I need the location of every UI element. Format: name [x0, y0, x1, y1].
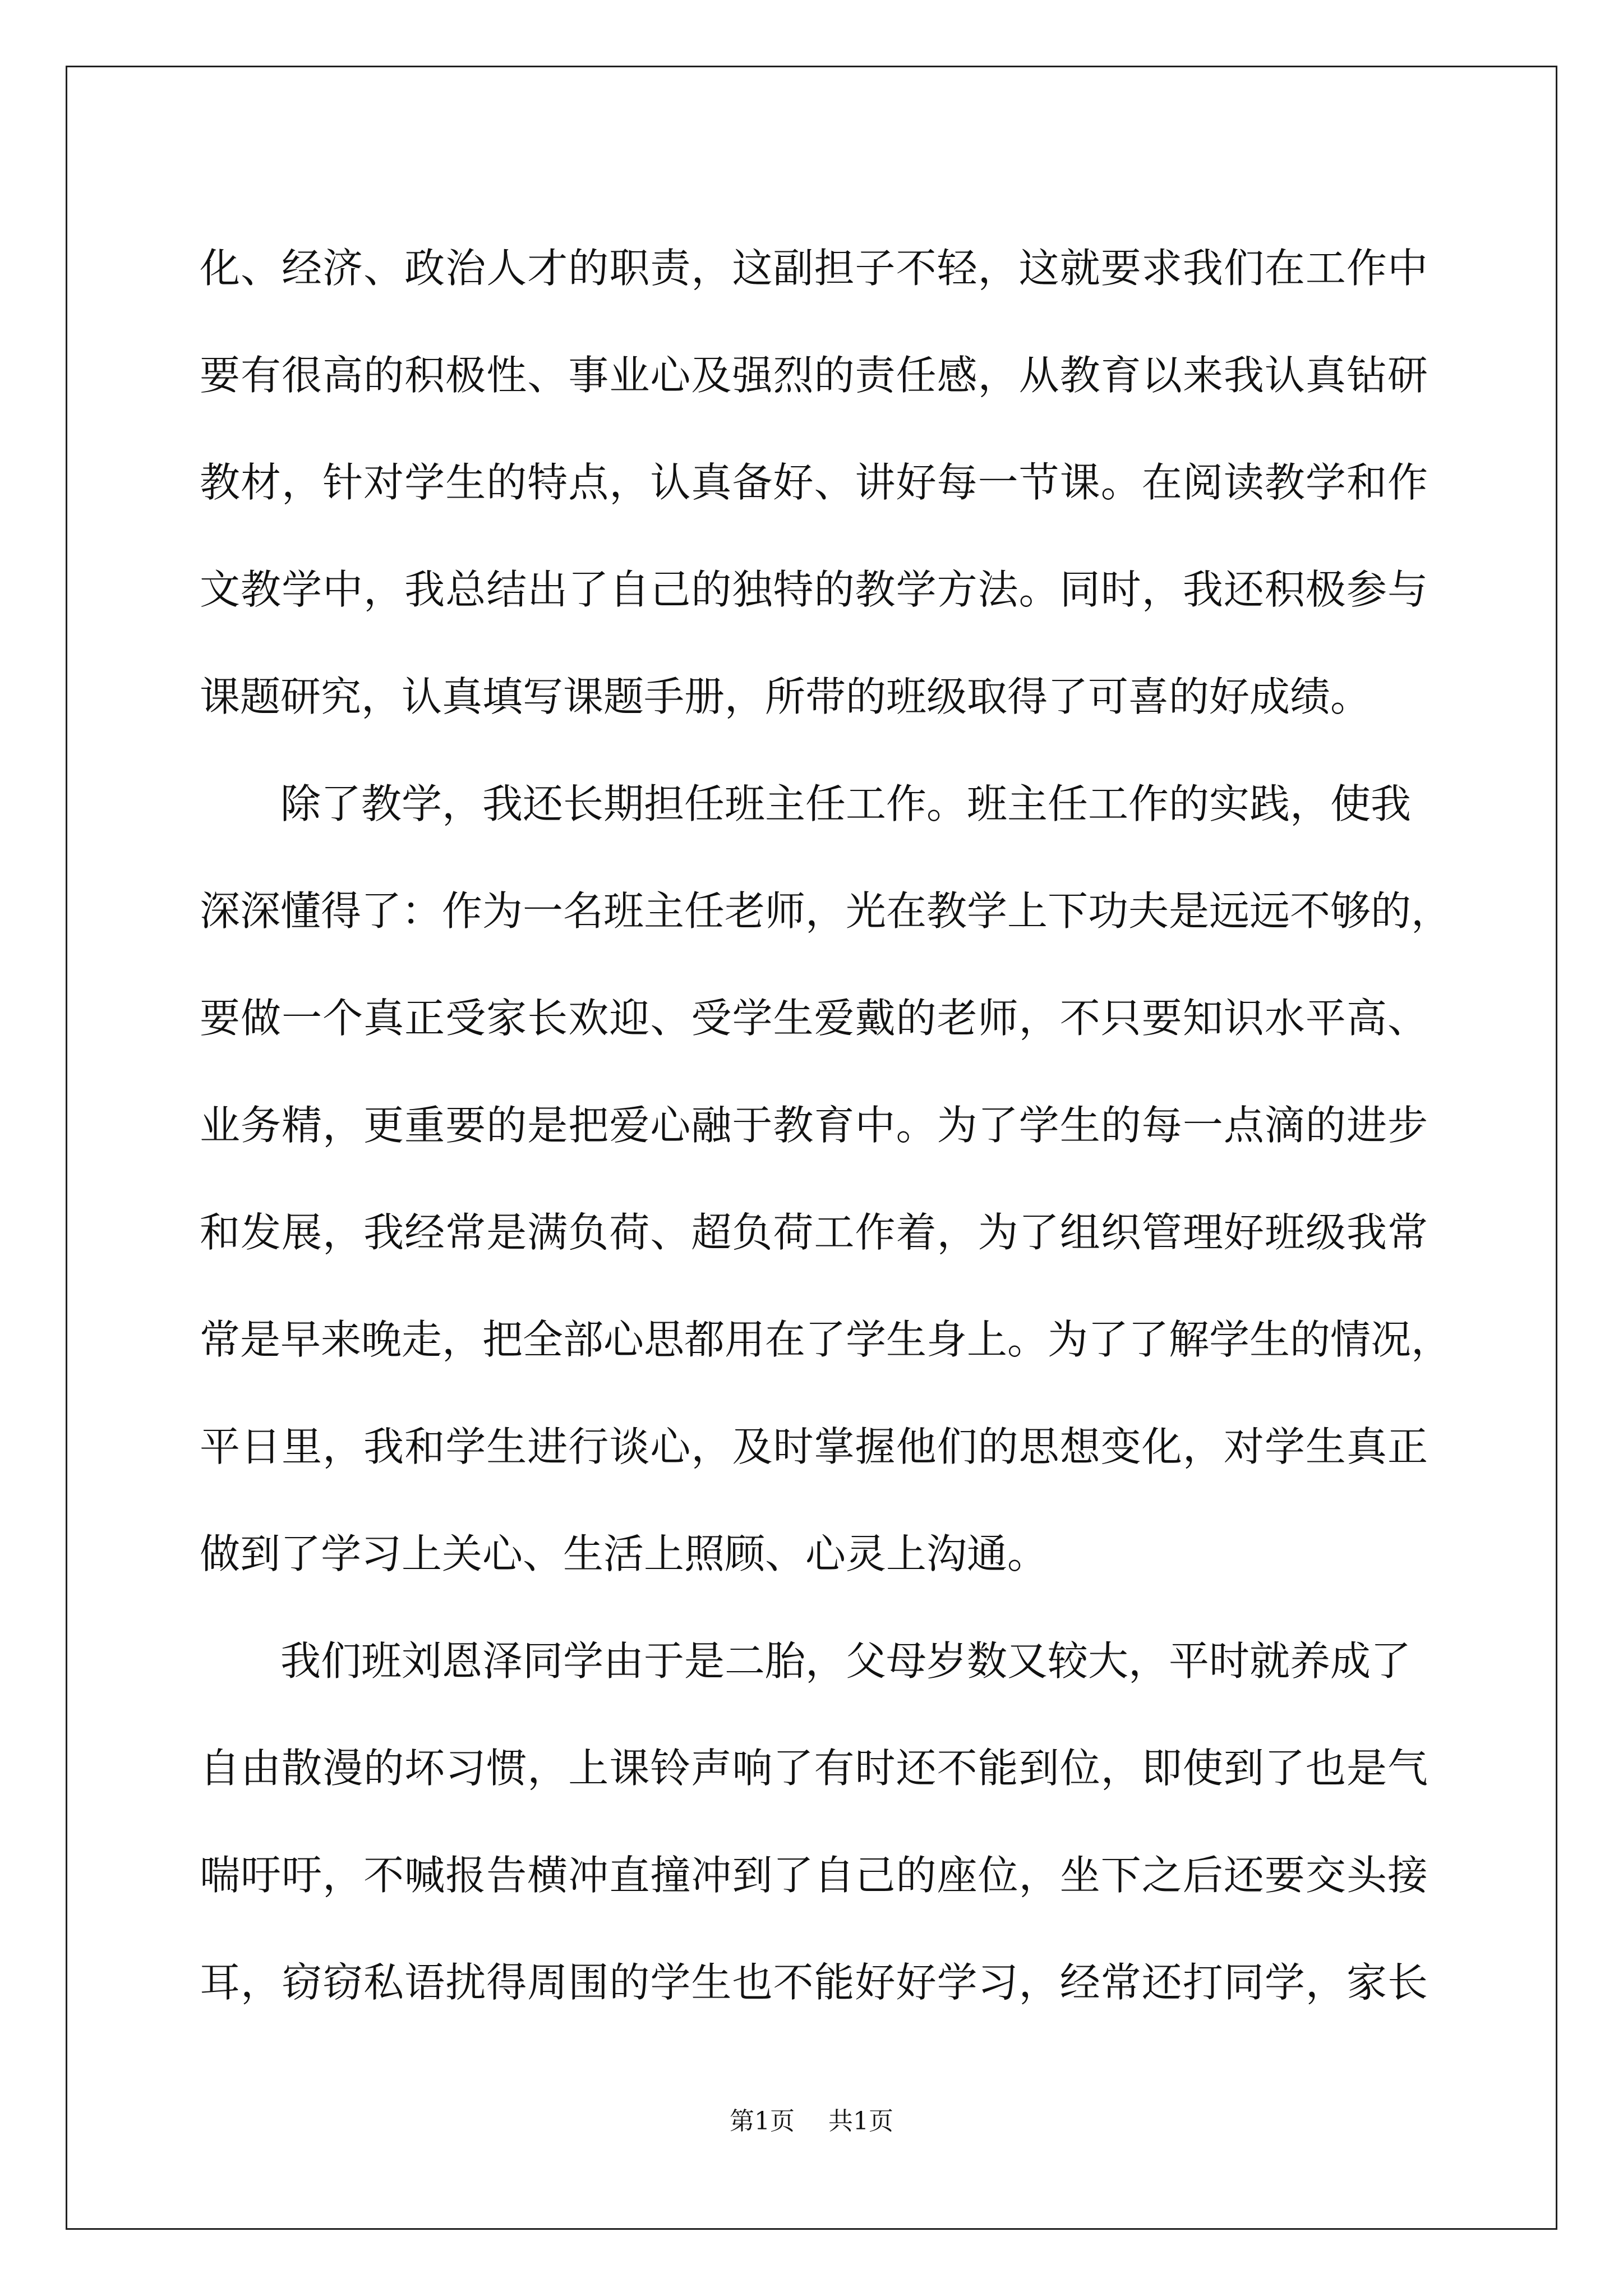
text-line: 深深懂得了：作为一名班主任老师，光在教学上下功夫是远远不够的，: [200, 887, 1452, 935]
text-line: 除了教学，我还长期担任班主任工作。班主任工作的实践，使我: [280, 780, 1412, 827]
text-line: 耳，窃窃私语扰得周围的学生也不能好好学习，经常还打同学，家长: [200, 1959, 1428, 2006]
text-line: 业务精，更重要的是把爱心融于教育中。为了学生的每一点滴的进步: [200, 1102, 1428, 1149]
text-line: 要有很高的积极性、事业心及强烈的责任感，从教育以来我认真钻研: [200, 352, 1428, 399]
page-number-current: 第1页: [730, 2107, 795, 2136]
document-body: [200, 215, 1452, 2036]
text-line: 和发展，我经常是满负荷、超负荷工作着，为了组织管理好班级我常: [200, 1209, 1428, 1256]
text-line: 我们班刘恩泽同学由于是二胎，父母岁数又较大，平时就养成了: [280, 1637, 1412, 1685]
text-line: 做到了学习上关心、生活上照顾、心灵上沟通。: [200, 1530, 1048, 1577]
text-line: 教材，针对学生的特点，认真备好、讲好每一节课。在阅读教学和作: [200, 459, 1428, 506]
page-number-total: 共1页: [828, 2107, 893, 2136]
page-footer: [0, 2105, 1623, 2138]
text-line: 自由散漫的坏习惯，上课铃声响了有时还不能到位，即使到了也是气: [200, 1745, 1428, 1792]
text-line: 文教学中，我总结出了自己的独特的教学方法。同时，我还积极参与: [200, 566, 1428, 613]
text-line: 喘吁吁，不喊报告横冲直撞冲到了自己的座位，坐下之后还要交头接: [200, 1852, 1428, 1899]
text-line: 化、经济、政治人才的职责，这副担子不轻，这就要求我们在工作中: [200, 245, 1428, 292]
text-line: 常是早来晚走，把全部心思都用在了学生身上。为了了解学生的情况，: [200, 1316, 1452, 1363]
text-line: 平日里，我和学生进行谈心，及时掌握他们的思想变化，对学生真正: [200, 1423, 1428, 1470]
text-line: 课题研究，认真填写课题手册，所带的班级取得了可喜的好成绩。: [200, 673, 1371, 720]
text-line: 要做一个真正受家长欢迎、受学生爱戴的老师，不只要知识水平高、: [200, 995, 1428, 1042]
